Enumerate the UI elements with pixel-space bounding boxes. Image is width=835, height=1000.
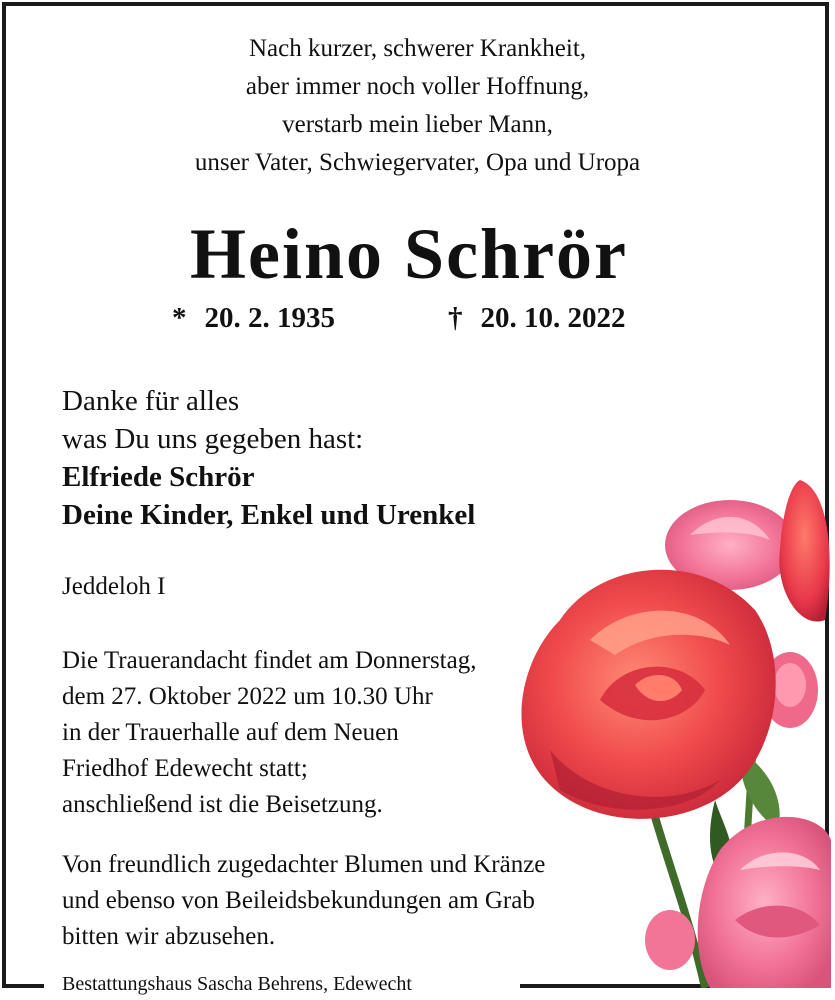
intro-line: unser Vater, Schwiegervater, Opa und Uropa [194,149,641,176]
ceremony-line: anschließend ist die Beisetzung. [62,791,383,818]
bottom-rule-left [2,984,44,988]
death-date [448,298,626,338]
thanks-line: Danke für alles [62,385,240,417]
death-cross-icon: † [448,302,463,334]
intro-text [0,30,835,182]
intro-line: verstarb mein lieber Mann, [282,111,553,138]
family-name-descendants: Deine Kinder, Enkel und Urenkel [62,499,476,531]
death-date-value: 20. 10. 2022 [480,302,626,334]
ceremony-text [62,643,476,823]
family-name-spouse: Elfriede Schrör [62,461,255,493]
birth-star-icon: * [172,302,187,334]
ceremony-line: Friedhof Edewecht statt; [62,755,308,782]
birth-date-value: 20. 2. 1935 [204,302,335,334]
birth-date [172,298,335,338]
intro-line: Nach kurzer, schwerer Krankheit, [248,35,587,62]
deceased-name: Heino Schrör [190,214,628,294]
ceremony-line: in der Trauerhalle auf dem Neuen [62,719,399,746]
place-name: Jeddeloh I [62,573,166,600]
undertaker-credit: Bestattungshaus Sascha Behrens, Edewecht [62,973,412,995]
ceremony-line: dem 27. Oktober 2022 um 10.30 Uhr [62,683,433,710]
thanks-block [62,382,475,534]
roses-image [500,470,831,988]
ceremony-line: Die Trauerandacht findet am Donnerstag, [62,647,477,674]
flowers-note-line: bitten wir abzusehen. [62,923,276,950]
flowers-note-line: Von freundlich zugedachter Blumen und Kränze [62,851,546,878]
thanks-line: was Du uns gegeben hast: [62,423,364,455]
flowers-note-text [62,847,545,955]
flowers-note-line: und ebenso von Beileidsbekundungen am Grab [62,887,535,914]
intro-line: aber immer noch voller Hoffnung, [245,73,590,100]
